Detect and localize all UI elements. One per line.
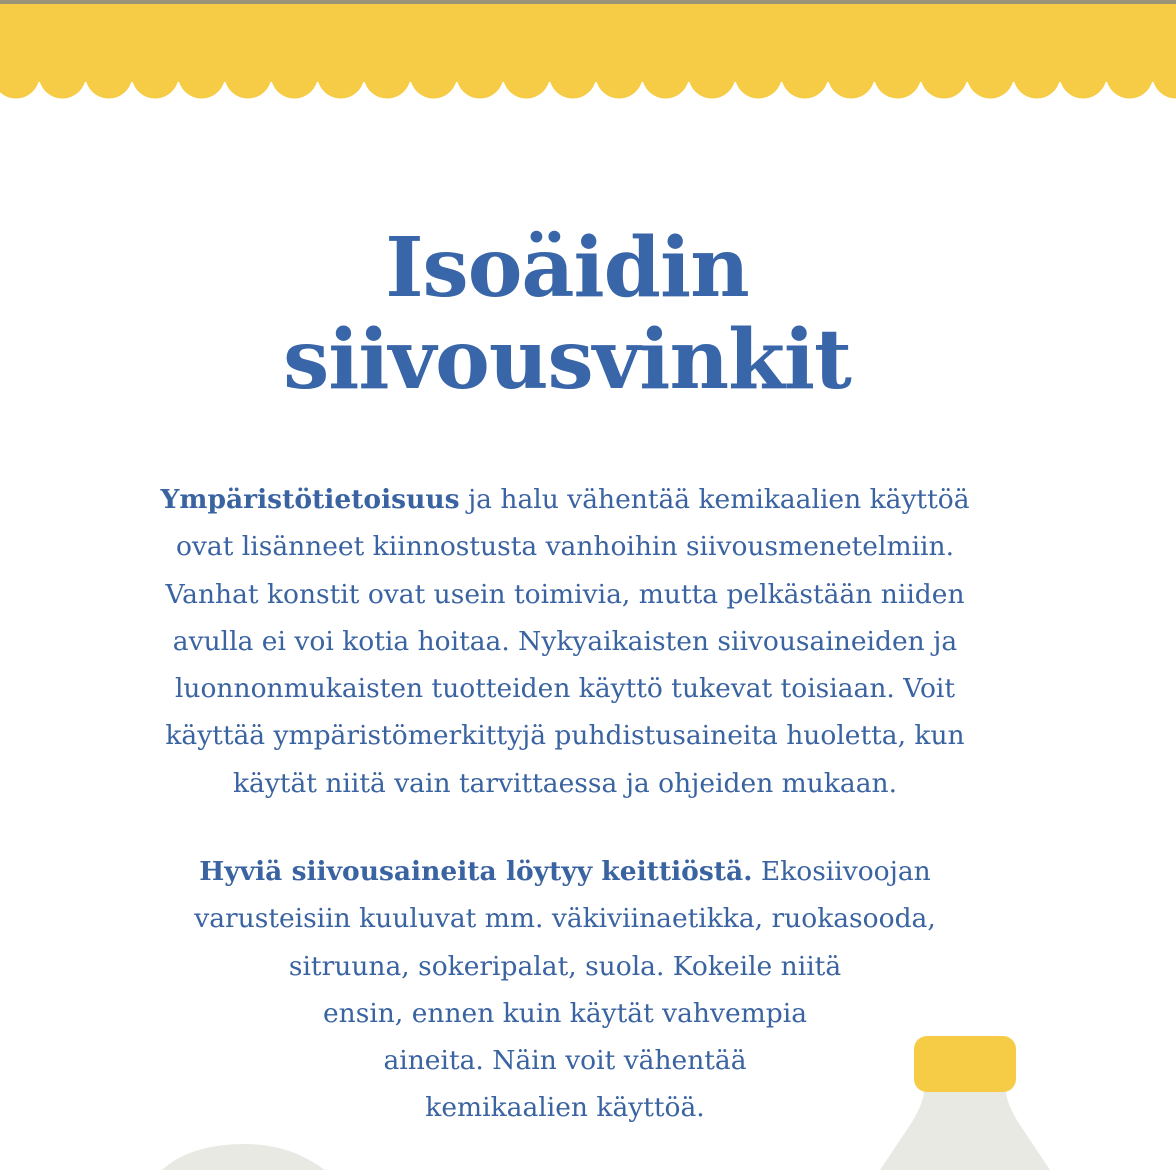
scallop: [735, 52, 782, 99]
intro-line-4: avulla ei voi kotia hoitaa. Nykyaikaisten siivousaineiden ja: [172, 625, 958, 657]
scallop: [781, 52, 828, 99]
intro-line-1: [40, 476, 1090, 523]
scallop: [178, 52, 225, 99]
scallop: [225, 52, 272, 99]
kitchen-line-1-rest: Ekosiivoojan: [752, 856, 931, 887]
scallop: [457, 52, 504, 99]
kitchen-line-2: varusteisiin kuuluvat mm. väkiviinaetikka, ruokasooda,: [194, 903, 936, 935]
scallop: [828, 52, 875, 99]
scallop: [85, 52, 132, 99]
intro-line-6: käyttää ympäristömerkittyjä puhdistusaineita huoletta, kun: [165, 720, 965, 752]
scallop: [1106, 52, 1153, 99]
scallop: [642, 52, 689, 99]
title-line-2: siivousvinkit: [283, 312, 851, 408]
kitchen-line-6: kemikaalien käyttöä.: [425, 1092, 705, 1124]
scallop: [967, 52, 1014, 99]
kitchen-line-5: aineita. Näin voit vähentää: [383, 1045, 747, 1077]
kitchen-line-1: [40, 848, 1090, 895]
kitchen-bold-lead: Hyviä siivousaineita löytyy keittiöstä.: [199, 856, 753, 887]
intro-line-1-rest: ja halu vähentää kemikaalien käyttöä: [459, 484, 970, 515]
scalloped-banner: [0, 0, 1176, 104]
intro-line-2: ovat lisänneet kiinnostusta vanhoihin siivousmenetelmiin.: [175, 531, 955, 563]
kitchen-line-3: sitruuna, sokeripalat, suola. Kokeile niitä: [288, 950, 842, 982]
intro-line-7: käytät niitä vain tarvittaessa ja ohjeiden mukaan.: [232, 767, 898, 799]
scallop: [874, 52, 921, 99]
scallop: [1013, 52, 1060, 99]
bottle-icon: [870, 1030, 1070, 1170]
intro-paragraph: [40, 476, 1090, 807]
scallop: [921, 52, 968, 99]
scallop: [549, 52, 596, 99]
scallop: [596, 52, 643, 99]
scallop: [271, 52, 318, 99]
scallop: [39, 52, 86, 99]
decorative-swoosh: [150, 1130, 390, 1170]
kitchen-line-4: ensin, ennen kuin käytät vahvempia: [322, 997, 808, 1029]
scallop: [317, 52, 364, 99]
page-title: [0, 222, 1134, 406]
intro-line-5: luonnonmukaisten tuotteiden käyttö tukevat toisiaan. Voit: [174, 673, 956, 705]
intro-bold-lead: Ympäristötietoisuus: [160, 484, 460, 515]
scallop: [1060, 52, 1107, 99]
scallop: [364, 52, 411, 99]
scallop: [503, 52, 550, 99]
intro-line-3: Vanhat konstit ovat usein toimivia, mutta pelkästään niiden: [165, 578, 965, 610]
scallop: [132, 52, 179, 99]
title-line-1: Isoäidin: [385, 220, 749, 316]
scallop: [689, 52, 736, 99]
scallop: [410, 52, 457, 99]
